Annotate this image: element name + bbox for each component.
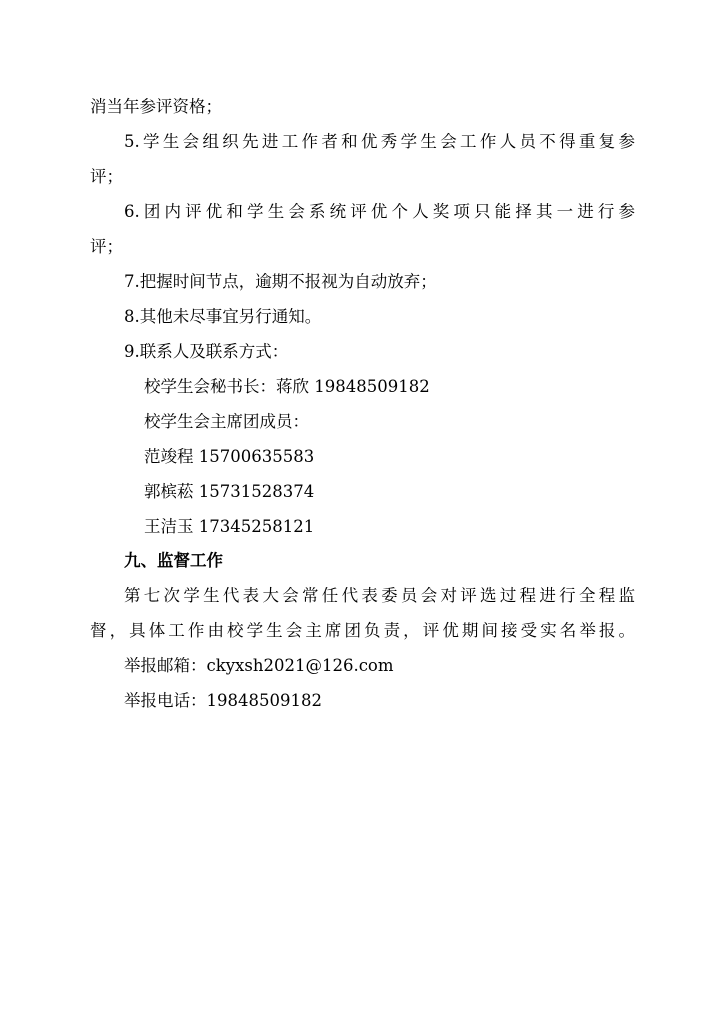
contact-member: 王洁玉 17345258121 bbox=[144, 517, 315, 536]
section-heading: 九、监督工作 bbox=[124, 551, 223, 570]
rule-item-6: 6.团内评优和学生会系统评优个人奖项只能择其一进行参 bbox=[124, 202, 635, 221]
rule-item-7: 7.把握时间节点，逾期不报视为自动放弃； bbox=[124, 272, 437, 291]
supervision-paragraph-continuation: 督，具体工作由校学生会主席团负责，评优期间接受实名举报。 bbox=[90, 621, 635, 640]
contact-member: 范竣程 15700635583 bbox=[144, 447, 315, 466]
contact-member: 郭槟菘 15731528374 bbox=[144, 482, 315, 501]
contact-secretary: 校学生会秘书长：蒋欣 19848509182 bbox=[144, 377, 430, 396]
rule-item-6-continuation: 评； bbox=[90, 237, 123, 256]
contact-presidium-label: 校学生会主席团成员： bbox=[144, 412, 309, 431]
text-line-continuation: 消当年参评资格； bbox=[90, 97, 222, 116]
supervision-paragraph: 第七次学生代表大会常任代表委员会对评选过程进行全程监 bbox=[124, 586, 635, 605]
rule-item-9: 9.联系人及联系方式： bbox=[124, 342, 289, 361]
report-phone: 举报电话：19848509182 bbox=[124, 691, 322, 710]
report-email: 举报邮箱：ckyxsh2021@126.com bbox=[124, 656, 394, 675]
rule-item-8: 8.其他未尽事宜另行通知。 bbox=[124, 307, 322, 326]
rule-item-5-continuation: 评； bbox=[90, 167, 123, 186]
rule-item-5: 5.学生会组织先进工作者和优秀学生会工作人员不得重复参 bbox=[124, 132, 635, 151]
